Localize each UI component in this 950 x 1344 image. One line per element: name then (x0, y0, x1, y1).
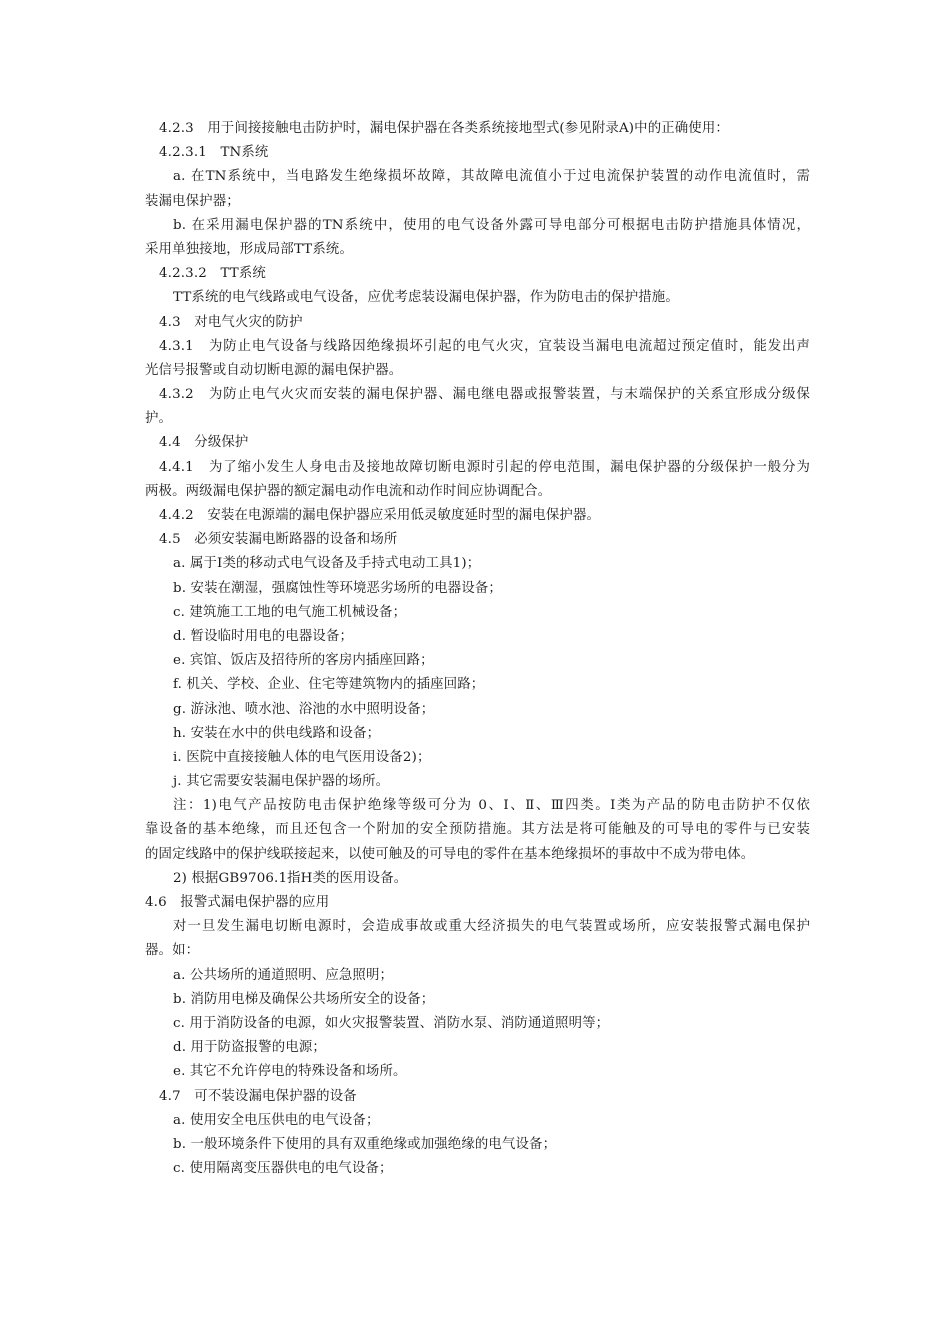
text-line: 靠设备的基本绝缘，而且还包含一个附加的安全预防措施。其方法是将可能触及的可导电的零件与已安装 (145, 822, 810, 838)
text-line: a. 使用安全电压供电的电气设备； (173, 1112, 380, 1128)
text-line: b. 消防用电梯及确保公共场所安全的设备； (173, 991, 435, 1007)
text-line: f. 机关、学校、企业、住宅等建筑物内的插座回路； (173, 677, 485, 693)
text-line: 装漏电保护器； (145, 193, 240, 209)
text-line: i. 医院中直接接触人体的电气医用设备2)； (173, 749, 431, 765)
text-line: d. 用于防盗报警的电源； (173, 1040, 326, 1056)
text-line: 4.7 可不装设漏电保护器的设备 (159, 1088, 357, 1104)
text-line: d. 暂设临时用电的电器设备； (173, 628, 354, 644)
text-line: 4.3.2 为防止电气火灾而安装的漏电保护器、漏电继电器或报警装置，与末端保护的关系宜形成分级保 (159, 387, 810, 403)
document-body (0, 117, 950, 1181)
text-line: 器。如： (145, 943, 200, 959)
text-line: 4.2.3.1 TN系统 (159, 145, 269, 161)
text-line: 4.5 必须安装漏电断路器的设备和场所 (159, 532, 398, 548)
text-line: j. 其它需要安装漏电保护器的场所。 (173, 774, 390, 790)
text-line: b. 在采用漏电保护器的TN系统中，使用的电气设备外露可导电部分可根据电击防护措施具体情况， (173, 217, 810, 233)
text-line: c. 使用隔离变压器供电的电气设备； (173, 1161, 393, 1177)
text-line: 4.2.3.2 TT系统 (159, 266, 266, 282)
text-line: 两极。两级漏电保护器的额定漏电动作电流和动作时间应协调配合。 (145, 483, 552, 499)
text-line: 光信号报警或自动切断电源的漏电保护器。 (145, 362, 403, 378)
text-line: a. 在TN系统中，当电路发生绝缘损坏故障，其故障电流值小于过电流保护装置的动作电流值时，需 (173, 169, 810, 185)
text-line: 护。 (145, 411, 173, 427)
text-line: 对一旦发生漏电切断电源时，会造成事故或重大经济损失的电气装置或场所，应安装报警式漏电保护 (173, 919, 810, 935)
text-line: b. 一般环境条件下使用的具有双重绝缘或加强绝缘的电气设备； (173, 1136, 557, 1152)
text-line: e. 其它不允许停电的特殊设备和场所。 (173, 1064, 407, 1080)
text-line: 4.4 分级保护 (159, 435, 249, 451)
text-line: e. 宾馆、饭店及招待所的客房内插座回路； (173, 653, 434, 669)
text-line: a. 公共场所的通道照明、应急照明； (173, 967, 394, 983)
text-line: g. 游泳池、喷水池、浴池的水中照明设备； (173, 701, 435, 717)
text-line: 4.3 对电气火灾的防护 (159, 314, 303, 330)
text-line: 4.4.1 为了缩小发生人身电击及接地故障切断电源时引起的停电范围，漏电保护器的分级保护一般分为 (159, 459, 810, 475)
text-line: 注：1)电气产品按防电击保护绝缘等级可分为 0、Ⅰ、Ⅱ、Ⅲ四类。Ⅰ类为产品的防电击防护不仅依 (173, 798, 810, 814)
text-line: TT系统的电气线路或电气设备，应优考虑装设漏电保护器，作为防电击的保护措施。 (173, 290, 679, 306)
text-line: 4.3.1 为防止电气设备与线路因绝缘损坏引起的电气火灾，宜装设当漏电电流超过预定值时，能发出声 (159, 338, 810, 354)
text-line: b. 安装在潮湿，强腐蚀性等环境恶劣场所的电器设备； (173, 580, 502, 596)
text-line: 4.6 报警式漏电保护器的应用 (145, 895, 330, 910)
text-line: 的固定线路中的保护线联接起来，以使可触及的可导电的零件在基本绝缘损坏的事故中不成为带电体。 (145, 846, 755, 862)
text-line: 4.2.3 用于间接接触电击防护时，漏电保护器在各类系统接地型式(参见附录A)中的正确使用： (159, 121, 729, 136)
text-line: c. 建筑施工工地的电气施工机械设备； (173, 604, 407, 620)
text-line: h. 安装在水中的供电线路和设备； (173, 725, 381, 741)
text-line: c. 用于消防设备的电源，如火灾报警装置、消防水泵、消防通道照明等； (173, 1015, 610, 1031)
text-line: 采用单独接地，形成局部TT系统。 (145, 241, 353, 257)
text-line: 4.4.2 安装在电源端的漏电保护器应采用低灵敏度延时型的漏电保护器。 (159, 508, 601, 523)
text-line: 2) 根据GB9706.1指H类的医用设备。 (173, 870, 408, 886)
text-line: a. 属于Ⅰ类的移动式电气设备及手持式电动工具1)； (173, 556, 481, 572)
